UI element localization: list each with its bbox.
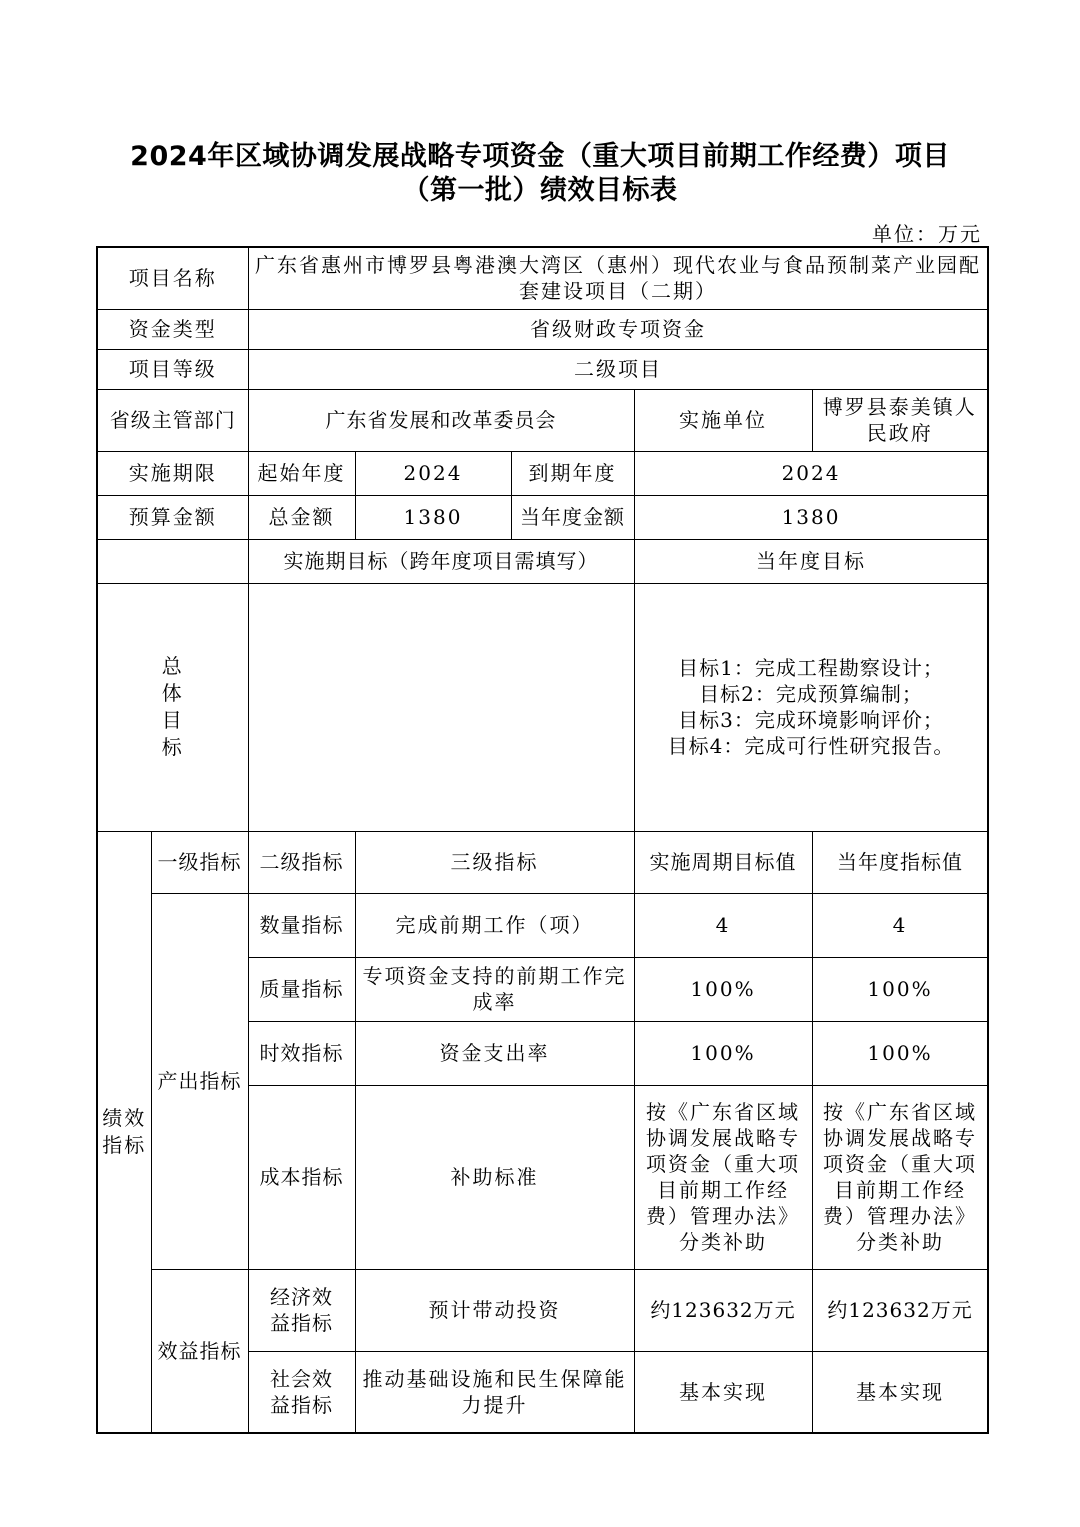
level2-quantity: 数量指标 — [248, 893, 355, 957]
project-name-label: 项目名称 — [97, 247, 248, 309]
project-level-value: 二级项目 — [248, 349, 988, 389]
current-value-timeliness: 100% — [812, 1021, 988, 1085]
unit-label: 单位：万元 — [872, 222, 982, 246]
level3-quality: 专项资金支持的前期工作完成率 — [355, 957, 634, 1021]
page-title-line2: （第一批）绩效目标表 — [402, 175, 678, 206]
current-amount-label: 当年度金额 — [511, 495, 634, 539]
level2-timeliness: 时效指标 — [248, 1021, 355, 1085]
level2-economic: 经济效益指标 — [248, 1269, 355, 1351]
benefit-indicator-label: 效益指标 — [151, 1269, 248, 1433]
table-row — [97, 893, 988, 957]
header-level3: 三级指标 — [355, 831, 634, 893]
impl-unit-value: 博罗县泰美镇人民政府 — [812, 389, 988, 451]
total-amount-label: 总金额 — [248, 495, 355, 539]
department-label: 省级主管部门 — [97, 389, 248, 451]
current-goals-content — [634, 583, 988, 831]
current-value-quantity: 4 — [812, 893, 988, 957]
row-project-name — [97, 247, 988, 309]
row-budget — [97, 495, 988, 539]
table-row — [97, 1269, 988, 1351]
performance-target-table — [96, 246, 989, 1434]
level3-cost: 补助标准 — [355, 1085, 634, 1269]
current-value-quality: 100% — [812, 957, 988, 1021]
period-value-economic: 约123632万元 — [634, 1269, 812, 1351]
start-year-label: 起始年度 — [248, 451, 355, 495]
goals-header-blank — [97, 539, 248, 583]
row-fund-type — [97, 309, 988, 349]
row-period — [97, 451, 988, 495]
department-value: 广东省发展和改革委员会 — [248, 389, 634, 451]
row-project-level — [97, 349, 988, 389]
end-year-label: 到期年度 — [511, 451, 634, 495]
fund-type-value: 省级财政专项资金 — [248, 309, 988, 349]
impl-unit-label: 实施单位 — [634, 389, 812, 451]
overall-goal-label: 总 体 目 标 — [97, 583, 248, 831]
row-goals-header — [97, 539, 988, 583]
current-amount-value: 1380 — [634, 495, 988, 539]
period-goals-content — [248, 583, 634, 831]
current-value-cost: 按《广东省区域协调发展战略专项资金（重大项目前期工作经费）管理办法》分类补助 — [812, 1085, 988, 1269]
total-amount-value: 1380 — [355, 495, 511, 539]
row-department — [97, 389, 988, 451]
period-value-timeliness: 100% — [634, 1021, 812, 1085]
current-value-social: 基本实现 — [812, 1351, 988, 1433]
level2-social: 社会效益指标 — [248, 1351, 355, 1433]
period-value-quality: 100% — [634, 957, 812, 1021]
period-label: 实施期限 — [97, 451, 248, 495]
level2-quality: 质量指标 — [248, 957, 355, 1021]
budget-label: 预算金额 — [97, 495, 248, 539]
period-value-quantity: 4 — [634, 893, 812, 957]
fund-type-label: 资金类型 — [97, 309, 248, 349]
row-indicator-header — [97, 831, 988, 893]
start-year-value: 2024 — [355, 451, 511, 495]
period-value-cost: 按《广东省区域协调发展战略专项资金（重大项目前期工作经费）管理办法》分类补助 — [634, 1085, 812, 1269]
project-level-label: 项目等级 — [97, 349, 248, 389]
level3-timeliness: 资金支出率 — [355, 1021, 634, 1085]
header-current-value: 当年度指标值 — [812, 831, 988, 893]
current-goal-3: 目标3：完成环境影响评价； — [678, 708, 944, 732]
current-goal-2: 目标2：完成预算编制； — [699, 682, 923, 706]
level2-cost: 成本指标 — [248, 1085, 355, 1269]
end-year-value: 2024 — [634, 451, 988, 495]
header-level2: 二级指标 — [248, 831, 355, 893]
header-level1: 一级指标 — [151, 831, 248, 893]
page-title-line1: 2024年区域协调发展战略专项资金（重大项目前期工作经费）项目 — [130, 141, 950, 172]
level3-economic: 预计带动投资 — [355, 1269, 634, 1351]
current-goal-1: 目标1：完成工程勘察设计； — [678, 656, 944, 680]
period-value-social: 基本实现 — [634, 1351, 812, 1433]
project-name-value: 广东省惠州市博罗县粤港澳大湾区（惠州）现代农业与食品预制菜产业园配套建设项目（二期） — [248, 247, 988, 309]
current-goal-4: 目标4：完成可行性研究报告。 — [667, 734, 955, 758]
performance-indicator-label: 绩效 指标 — [97, 831, 151, 1433]
output-indicator-label: 产出指标 — [151, 893, 248, 1269]
current-value-economic: 约123632万元 — [812, 1269, 988, 1351]
header-period-value: 实施周期目标值 — [634, 831, 812, 893]
row-overall-goals — [97, 583, 988, 831]
level3-quantity: 完成前期工作（项） — [355, 893, 634, 957]
level3-social: 推动基础设施和民生保障能力提升 — [355, 1351, 634, 1433]
period-goal-header: 实施期目标（跨年度项目需填写） — [248, 539, 634, 583]
current-goal-header: 当年度目标 — [634, 539, 988, 583]
